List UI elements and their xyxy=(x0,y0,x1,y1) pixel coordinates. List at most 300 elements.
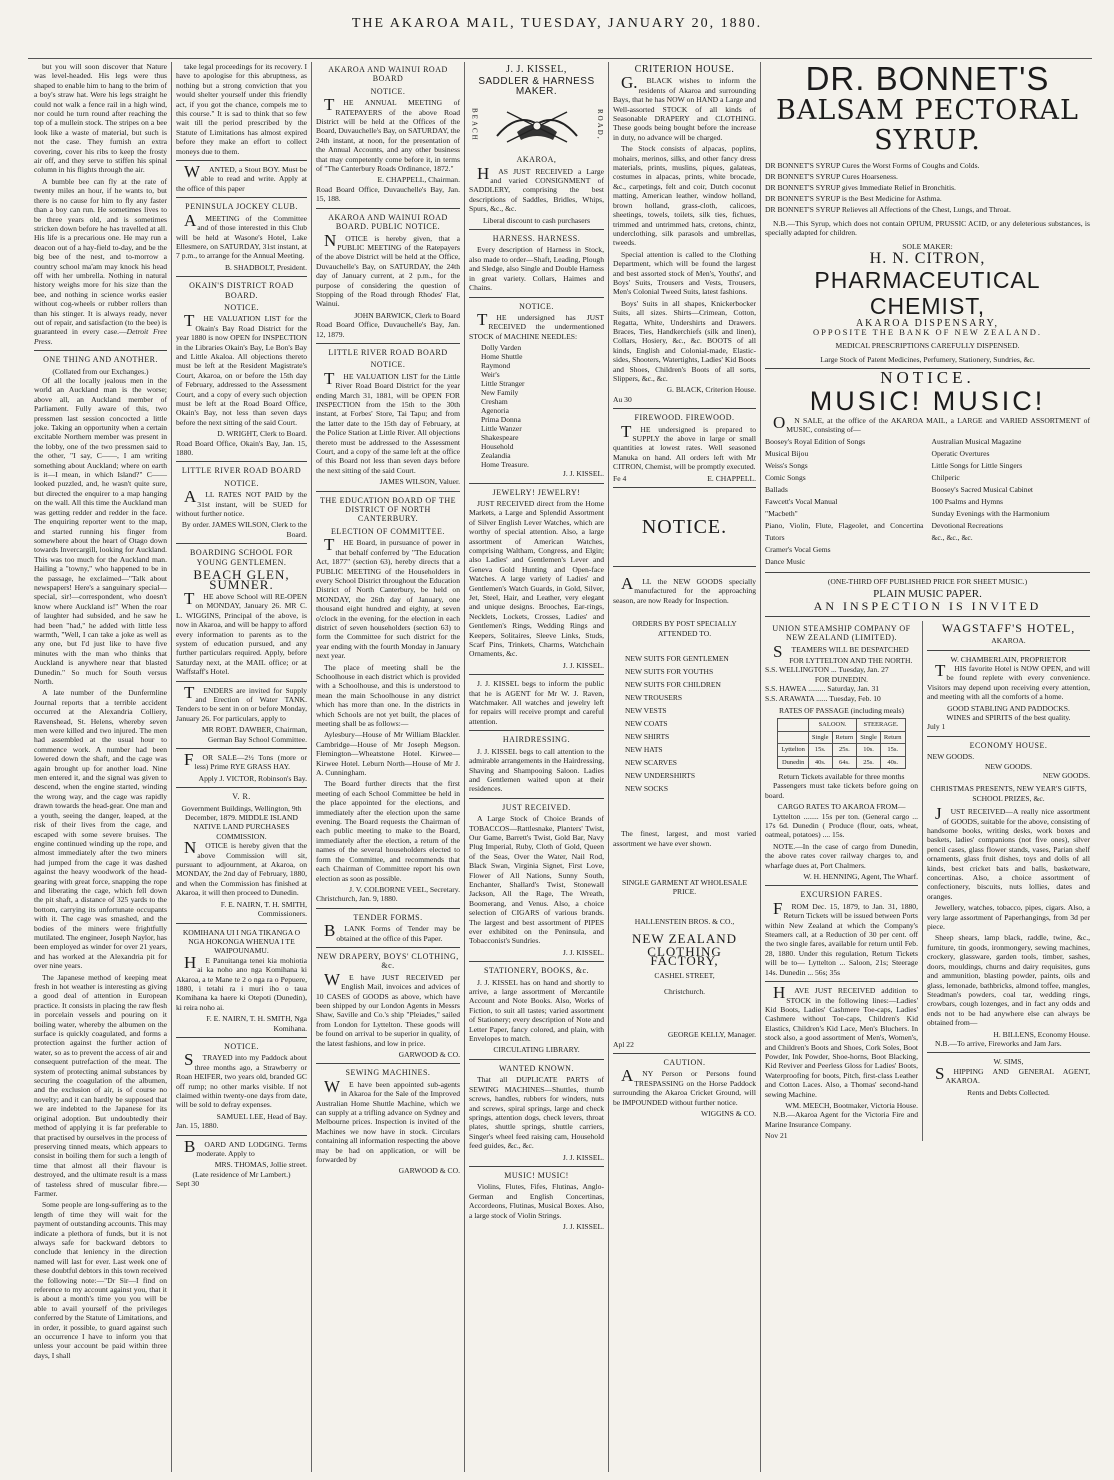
education-notice-p2: The place of meeting shall be the Schoolhouse in each district which is provided with a Schoolhouse, and this is understood to mean the main Schoolhouse in any district which has more than one. In the districts in which Schools are not yet built, the places of meeting shall be as follows:— xyxy=(316,662,460,728)
divider xyxy=(469,674,604,675)
land-commission-notice: NOTICE is hereby given that the above Commission will sit, pursuant to adjournment, at Akaroa, on MONDAY, the 2nd day of February, 1880, and when the Commission has finished at Akaroa, it will then proceed to Dunedin. xyxy=(176,838,307,898)
education-signature: J. V. COLBORNE VEEL, Secretary. xyxy=(349,884,460,894)
fares-sub-cell xyxy=(778,731,808,743)
fares-header-row xyxy=(778,719,905,731)
drapery-signature: GARWOOD & CO. xyxy=(398,1050,460,1059)
auckland-article: Of all the locally jealous men in the world an Auckland man is the worse; above all, an Auckland member of Parliament. Fully aware of this, two pressmen last session concocted a little joke. Taking an opportunity when a certain excitable Northern member was present in the lobby, one of the two pressmen said to the other, "I say, C——, I am writing something about Auckland; where on earth is it—I mean, in which Island?" C——looked puzzled, and, he wasn't quite sure, but directed the enquirer to a map hanging on the wall. All this time the Auckland man was getting redder and redder in the face. The enquiring reporter went to the map, and started running his finger from somewhere about the heart of Otago down towards Invercargill, looking for Auckland. This was too much for the Auckland man. Hailing a "towny," who happened to be in the passage, he exclaimed—"Talk about newspapers! Here's a sanguinary special—special, sir!—correspondent, who doesn't know where Auckland is!" When the roar of laughter had subsided, and he saw he had been "had," he added with little less warmth, "Well, I can take a joke as well as any one, but I'd just like to have five minutes with the man who thinks that Auckland is anywhere near that blasted Dunedin." So much for South versus North. xyxy=(34,376,167,686)
nz-heading: NEW ZEALAND xyxy=(632,931,737,947)
stationery-heading: STATIONERY, BOOKS, &c. xyxy=(483,966,590,976)
new-goods-3: NEW GOODS. xyxy=(1042,770,1090,780)
divider xyxy=(316,947,460,948)
jockey-club-signature: B. SHADBOLT, President. xyxy=(224,262,307,272)
economy-house-heading: ECONOMY HOUSE. xyxy=(969,740,1048,750)
section-note: (Collated from our Exchanges.) xyxy=(52,366,149,376)
header-rule xyxy=(28,58,1092,59)
fares-cell: 10s. xyxy=(857,744,881,756)
bee-article-source: Detroit Free Press. xyxy=(34,327,167,346)
music-list-right xyxy=(932,436,1091,568)
needle-list xyxy=(469,343,604,469)
bonnet-claim: DR BONNET'S SYRUP Cures Hoarseness. xyxy=(765,172,898,181)
bonnet-claim: DR BONNET'S SYRUP gives Immediate Relief in Bronchitis. xyxy=(765,183,956,192)
fares-row xyxy=(778,756,905,768)
divider xyxy=(765,572,1090,573)
needle-list-item: Cresham xyxy=(481,397,508,407)
saddlery-notice: HAS JUST RECEIVED a Large and varied CONSIGNMENT of SADDLERY, comprising the best descriptions of Saddles, Bridles, Whips, Spurs, &c., &c. xyxy=(469,163,604,214)
suits-list-item: NEW SUITS FOR YOUTHS xyxy=(625,667,714,677)
jockey-club-heading: PENINSULA JOCKEY CLUB. xyxy=(185,202,298,212)
suits-list-item: NEW TROUSERS xyxy=(625,693,683,703)
divider xyxy=(469,730,604,731)
fares-sub-cell: Return xyxy=(832,731,857,743)
needles-signature: J. J. KISSEL. xyxy=(562,469,604,479)
fares-header-cell: SALOON. xyxy=(808,719,856,731)
sewing-parts-signature: J. J. KISSEL. xyxy=(562,1152,604,1162)
economy-notice-p2: Jewellery, watches, tobacco, pipes, cigars. Also, a very large assortment of Paperhangings, from 3d per piece. xyxy=(927,903,1090,932)
needle-list-item: Little Wanzer xyxy=(481,424,522,434)
debtors-article-cont: take legal proceedings for its recovery. I have to apologise for this abruptness, as nothing but a strong conviction that you would shelter yourself under this friendly act, if you got the chance, compels me to this course." It is sad to think that so few wait till the period prescribed by the Statute of Limitations has almost expired before they make an effort to collect moneys due to them. xyxy=(176,62,307,156)
music-list-item: Devotional Recreations xyxy=(931,521,1003,531)
stationery-ad: J. J. KISSEL has on hand and shortly to arrive, a large assortment of Mercantile Account and Note Books. Also, Works of Fiction, to suit all tastes; varied assortment of Stationery; every description of Note and Letter Paper, fancy colored, and plain, with Envelopes to match. xyxy=(469,977,604,1044)
wagstaff-town: AKAROA. xyxy=(991,636,1026,646)
divider xyxy=(469,229,604,230)
divider xyxy=(469,798,604,799)
vr-crest: V. R. xyxy=(232,792,251,802)
divider xyxy=(176,543,307,544)
billens-signature: H. BILLENS, Economy House. xyxy=(993,1029,1090,1039)
kissel-town: AKAROA, xyxy=(516,155,557,165)
music-instruments-ad: Violins, Flutes, Fifes, Flutinas, Anglo-German and English Concertinas, Accordeons, Flutinas, Musical Boxes. Also, a large stock of Violin Strings. xyxy=(469,1182,604,1220)
clothing-factory-heading: CLOTHING FACTORY, xyxy=(647,943,722,968)
economy-notice-p1: JUST RECEIVED—A really nice assortment of GOODS, suitable for the above, consisting of handsome books, writing desks, work boxes and baskets, ladies' companions (not five ones), silver pencil cases, glass flower stands, vases, Parian shelf ornaments, glass fruit dishes, toys and dolls of all kinds, best cricket bats and balls, basketware, concertinas. Also, a choice assortment of confectionery, biscuits, nuts lollies, dates and oranges. xyxy=(927,804,1090,901)
music-list-item: "Macbeth" xyxy=(765,509,798,519)
fares-header-cell: STEERAGE. xyxy=(857,719,905,731)
sewing-machines-heading: SEWING MACHINES. xyxy=(345,1068,431,1078)
fares-cell: 25s. xyxy=(857,756,881,768)
saddle-emblem-icon xyxy=(487,102,587,148)
music-list-item: Comic Songs xyxy=(765,473,806,483)
boarding-school-heading: BOARDING SCHOOL FOR YOUNG GENTLEMEN. xyxy=(190,548,293,567)
education-notice-p4: The Board further directs that the first meeting of each School Committee be held in the place appointed for the elections, and immediately after the election upon the same evening. The Board requests the Chairman of each public meeting to make to the Board, immediately after the election, a return of the names of the several householders elected to form the Committee, and recommends that each Chairman of Committee report his own election as soon as possible. xyxy=(316,779,460,883)
ss-arawata: S.S. ARAWATA ...... Tuesday, Feb. 10 xyxy=(765,693,881,703)
wainui-signature: E. CHAPPELL, Chairman. xyxy=(377,175,460,185)
page-columns xyxy=(30,62,1094,1472)
divider xyxy=(176,748,307,749)
wanted-known-heading: WANTED KNOWN. xyxy=(499,1063,574,1073)
colliery-article: A late number of the Dunfermline Journal reports that a terrible accident occurred at the Alexandria Colliery, Ravenshead, St. Helens, whereby seven men were killed and two injured. The men had assembled at the usual hour to commence work. A number had been lowered down the shaft, and the cage was again brought up for another load. Nine men entered it, and the signal was given to descend, when the engine started, winding the wrong way, and the cage was rapidly drawn towards the head-gear. One man and a youth, seeing the danger, leaped, at the risk of their lives from the cage, and escaped with some severe bruises. The engine continued winding up the rope, and almost immediately after the two miners had jumped from the cage it was dashed against the heavy woodwork of the head-gearing with great force, snapping the rope and liberating the cage, which fell down the pit shaft, a distance of 325 yards to the bottom, carrying its unfortunate occupants with it. The cage was smashed, and the bodies of the miners were frightfully mutilated. The engineer, Joseph Naylor, has been employed as winder for over 21 years, and has worked at the Alexandria pit for over nine years. xyxy=(34,688,167,971)
wanted-boy-ad: WANTED, a Stout BOY. Must be able to read and write. Apply at the office of this paper xyxy=(176,162,307,193)
new-goods-2: NEW GOODS. xyxy=(984,761,1033,771)
suits-list-item: NEW SHIRTS xyxy=(625,732,670,742)
fares-cell: 64s. xyxy=(832,756,857,768)
education-notice-p3: Aylesbury—House of Mr William Blackler. Cambridge—House of Mr Joseph Megson. Flemington—Wheatstone Hotel. Kirwee—Kirwee Hotel. Leburn North—House of Mr J. A. Cunningham. xyxy=(316,730,460,778)
firewood-heading: FIREWOOD. FIREWOOD. xyxy=(634,413,735,423)
cargo-note: NOTE.—In the case of cargo from Dunedin, the above rates cover railway charges to, and wharfage dues at, Port Chalmers. xyxy=(765,841,918,870)
harness-heading: HARNESS. HARNESS. xyxy=(492,234,581,244)
meech-date: Nov 21 xyxy=(765,1131,788,1141)
column-2 xyxy=(172,62,312,1472)
beach-glen-title: BEACH GLEN, SUMNER. xyxy=(193,567,290,592)
criterion-notice-p1: G.BLACK wishes to inform the residents of Akaroa and surrounding Bays, that he has NOW on HAND a Large and Well-assorted STOCK of all kinds of Seasonable DRAPERY and CLOTHING. These goods being bought before the increase in duty, no advance will be charged. xyxy=(613,73,756,142)
education-board-heading: THE EDUCATION BOARD OF THE DISTRICT OF NORTH CANTERBURY. xyxy=(320,495,456,524)
divider xyxy=(34,350,167,351)
column-6-left xyxy=(765,621,923,1141)
sole-maker-label: SOLE MAKER: xyxy=(902,241,953,251)
wainui-date: Road Board Office, Duvauchelle's Bay, Jan. 15, 188. xyxy=(316,184,460,204)
needle-list-item: Dolly Varden xyxy=(481,343,522,353)
road-side-label: ROAD, xyxy=(596,109,604,142)
column-5 xyxy=(609,62,761,1472)
balsam-syrup-title: BALSAM PECTORAL SYRUP. xyxy=(776,95,1079,156)
little-river-signature: By order. JAMES WILSON, Clerk to the Board. xyxy=(181,520,307,539)
kissel-name: J. J. KISSEL, xyxy=(506,64,567,75)
bee-article-p2: A bumble bee can fly at the rate of twenty miles an hour, if he wants to, but there is no cause for him to fly any faster than a boy can run. He sometimes lives to be three years old, and is sometimes stricken down before he has travelled at all. His life is a precarious one. He may run a deacon out of a hay-field to-day, and be the big bee of the nest, and to-morrow a country school ma'am may knock his head off with her umbrella. Nothing in natural history weighs more for his size than the bee, and nothing in science works easier without cog-wheels or rubber rollers than than his stinger. It is always ready, never out of repair, and satisfaction (to the bee) is guaranteed in every case.—Detroit Free Press. xyxy=(34,176,167,346)
criterion-notice-p4: Boys' Suits in all shapes, Knickerbocker Suits, all sizes. Shirts—Crimean, Cotton, Regatta, White, Undershirts and Drawers. Braces, Ties, Handkerchiefs (silk and linen), Collars, Hosiery, &c., &c. BOOTS of all kinds, English and Colonial-made, Elastic-sides, Shooters, Watertights, Ladies' Kid Boots and Shoes, Children's Boots of all sorts, Slippers, &c., &c. xyxy=(613,298,756,383)
cash-discount-note: Liberal discount to cash purchasers xyxy=(482,215,591,225)
commission-signature: F. E. NAIRN, T. H. SMITH, Commissioners. xyxy=(220,899,307,919)
masthead xyxy=(0,0,1114,42)
watchmaker-agent-notice: J. J. KISSEL begs to inform the public that he is AGENT for Mr W. J. Raven, Watchmaker. All watches and jewelry left for repairs will receive prompt and careful attention. xyxy=(469,679,604,726)
manager-signature: GEORGE KELLY, Manager. xyxy=(667,1030,756,1040)
christchurch-label: Christchurch. xyxy=(663,986,706,996)
divider xyxy=(316,1063,460,1064)
excursion-fares-heading: EXCURSION FARES. xyxy=(800,890,883,900)
inspection-invited: AN INSPECTION IS INVITED xyxy=(813,599,1042,614)
music-list-item: Cramer's Vocal Gems xyxy=(765,545,831,555)
pharmaceutical-chemist: PHARMACEUTICAL CHEMIST, xyxy=(814,266,1041,319)
one-third-off-note: (ONE-THIRD OFF PUBLISHED PRICE FOR SHEET MUSIC.) xyxy=(827,577,1028,587)
cashel-street: CASHEL STREET, xyxy=(654,971,715,981)
divider xyxy=(613,1053,756,1054)
board-lodging-date: Sept 30 xyxy=(176,1179,199,1189)
column-6-split xyxy=(765,621,1090,1141)
needle-list-item: New Family xyxy=(481,388,519,398)
column-1 xyxy=(30,62,172,1472)
notice-heading: NOTICE. xyxy=(224,478,259,488)
okain-date: Road Board Office, Okain's Bay, Jan. 15, 1880. xyxy=(176,438,307,458)
music-list-item: Boosey's Sacred Musical Cabinet xyxy=(931,485,1034,495)
bonnet-nb: N.B.—This Syrup, which does not contain OPIUM, PRUSSIC ACID, or any deleterious substances, is specially adapted for children. xyxy=(765,219,1090,238)
public-notice-heading: AKAROA AND WAINUI ROAD BOARD. PUBLIC NOTICE. xyxy=(328,212,448,232)
ss-wellington: S.S. WELLINGTON ... Tuesday, Jan. 27 xyxy=(765,665,889,675)
suits-list-item: NEW SOCKS xyxy=(625,784,668,794)
divider xyxy=(316,343,460,344)
ss-hawea: S.S. HAWEA ......... Saturday, Jan. 31 xyxy=(765,684,880,694)
jewelry-ad: JUST RECEIVED direct from the Home Markets, a Large and Splendid Assortment of Silver English Lever Watches, which are worthy of special attention. Also, a large assortment of American Watches, comprising Waltham, Congress, and Elgin; also Ladies' and Gentlemen's Lever and Geneva Gold Hunting and Open-face Watches. A large variety of Ladies' and Gentlemen's Watch Guards, in Gold, Silver, Jet, Steel, Hair, and Leather, very elegant and unique designs. Brooches, Ear-rings, Necklets, Lockets, Crosses, Ladies' and Gentlemen's Rings, Wedding Rings and Keepers, Solitaires, Sleeve Links, Studs, Scarf Pins, Trinkets, Charms, Watchchain Ornaments, &c. xyxy=(469,498,604,659)
column-4 xyxy=(465,62,609,1472)
debtors-article: Some people are long-suffering as to the length of time they will wait for the payment of outstanding accounts. This may indicate a plethora of funds, but it is not always safe for backward debtors to conclude that leniency in the direction named will last for ever. Last week one of these doubtful debtors in this town received the following note:—"Dr Sir—I find on reference to my account against you, that it is about a month's time you you will be able to avail yourself of the privileges conferred by the Statute of Limitations, and in order, it possible, to guard against such an occurrence I have to inform you that unless your account be paid within three days, I shall xyxy=(34,1200,167,1360)
divider xyxy=(176,787,307,788)
divider xyxy=(469,483,604,484)
music-list-item: Little Songs for Little Singers xyxy=(931,461,1023,471)
needle-list-item: Prima Donna xyxy=(481,415,521,425)
bee-article-p1: but you will soon discover that Nature was level-headed. His legs were thus shaped to enable him to hang to the brim of a boy's straw hat. Were his legs straight he could not walk a fence rail in a high wind, nor could he turn round after reaching the top of a mullein stock. The stripes on a bee look like a waste of material, but such is not the case. They furnish an extra covering, cover his ribs to keep the frosty air off, and they serve to stiffen his spinal column in his flights through the air. xyxy=(34,62,167,175)
criterion-heading: CRITERION HOUSE. xyxy=(634,64,735,75)
maori-notice: HE Panuitanga tenei kia mohiotia ai ka noho ano nga Komihana ki Akaroa, a te Mane te 2 o nga ra o Pepuere, 1880, i tetahi ra i muri iho o taua Komihana ka haere ki Otepoti (Dunedin), ki reira noho ai. xyxy=(176,952,307,1012)
patent-medicines-note: Large Stock of Patent Medicines, Perfumery, Stationery, Sundries, &c. xyxy=(820,354,1035,364)
wagstaff-notice: THIS favorite Hotel is NOW OPEN, and will be found replete with every convenience. Visitors may depend upon receiving every attention, and meeting with all the comforts of a home. xyxy=(927,660,1090,702)
tobacco-heading: JUST RECEIVED. xyxy=(502,802,571,812)
notice-heading: NOTICE. xyxy=(224,1041,259,1051)
music-lists xyxy=(765,436,1090,568)
suits-list-item: NEW SUITS FOR CHILDREN xyxy=(625,680,721,690)
divider xyxy=(176,461,307,462)
needle-list-item: Home Shuttle xyxy=(481,352,523,362)
tender-forms-heading: TENDER FORMS. xyxy=(353,912,423,922)
tobacco-ad: A Large Stock of Choice Brands of TOBACCOS—Rattlesnake, Planters' Twist, Our Game, Barrett's Twist, Gold Bar, Navy Plug Imperial, Ruby, Cloth of Gold, Queen of the Seas, Over the Water, Nail Rod, Black Swan, Virginia Signet, First Love, Flower of All Nations, Sunny South, Enchanter, Shallard's Twist, Stonewall Jackson, All the Rage, The Wreath, Boomerang, and Venus. Also, a choice selection of CIGARS of various brands. The largest and best assortment of PIPES ever exhibited on the Peninsula, and Tobacconist's Sundries. xyxy=(469,814,604,946)
music-sale-intro: ON SALE, at the office of the AKAROA MAIL, a LARGE and VARIED ASSORTMENT of MUSIC, consisting of— xyxy=(773,412,1090,435)
fares-cell: 40s. xyxy=(880,756,905,768)
newspaper-title: THE AKAROA MAIL, TUESDAY, JANUARY 20, 1880. xyxy=(351,16,763,31)
for-lyttelton: FOR LYTTELTON AND THE NORTH. xyxy=(789,655,913,665)
music-list-item: Chilperic xyxy=(931,473,960,483)
divider xyxy=(613,566,756,567)
japanese-meat-article: The Japanese method of keeping meat fresh in hot weather is interesting as giving a good deal of attention in European practice. It consists in placing the raw flesh in porcelain vessels and pouring on it boiling water, whereby the albumen on the surface is quickly coagulated, and forms a protection against the further action of water, so as to prevent the access of air and consequent putrefaction of the meat. The system of protecting animal substances by securing the coagulation of the albumen, and the exclusion of air, is of course no novelty; and it can hardly be supposed that we are indebted to the Japanese for its original adoption. But undoubtedly their method of applying it is far preferable to that practised by ourselves in the process of preserving tinned meats, which appears to consist in boiling them for such a length of time that almost all their flavour is destroyed, and the ultimate result is a mass of tasteless shred of muscular fibre.—Farmer. xyxy=(34,972,167,1198)
divider xyxy=(316,908,460,909)
prescriptions-note: MEDICAL PRESCRIPTIONS CAREFULLY DISPENSED. xyxy=(835,341,1020,351)
union-steamship-heading: UNION STEAMSHIP COMPANY OF NEW ZEALAND (LIMITED). xyxy=(772,623,911,643)
board-lodging-note: (Late residence of Mr Lambert.) xyxy=(192,1169,291,1179)
section-heading: ONE THING AND ANOTHER. xyxy=(43,355,158,365)
circulating-library: CIRCULATING LIBRARY. xyxy=(493,1045,580,1055)
boots-stock-ad: HAVE JUST RECEIVED addition to STOCK in the following lines:—Ladies' Kid Boots, Ladies' Cashmere Toe-caps, Ladies' Cashmere without Toe-caps, Children's Kid Elastics, Children's Kid Lace, Men's Bluchers. In stock also, a good assortment of Men's, Women's, and Children's Boots and Shoes, Cork Soles, Boot Powder, Ink Powder, Shoe-horns, Boot Blacking, Kid Reviver and Peerless Gloss for Ladies' Boots, Waterproofing for boots, Pitch, first-class Leather and Cotton Laces. Also, a Thomas' second-hand sewing Machine. xyxy=(765,983,918,1099)
fares-cell: 25s. xyxy=(832,744,857,756)
divider xyxy=(469,1166,604,1167)
meech-nb: N.B.—Akaroa Agent for the Victoria Fire and Marine Insurance Company. xyxy=(765,1110,918,1129)
little-river-rates-notice: ALL RATES NOT PAID by the 31st instant, will be SUED for without further notice. xyxy=(176,487,307,519)
notice-heading: NOTICE. xyxy=(880,368,975,388)
wagstaff-proprietor: W. CHAMBERLAIN, PROPRIETOR xyxy=(950,654,1067,664)
divider xyxy=(927,650,1090,651)
bonnet-claim: DR BONNET'S SYRUP Relieves all Affections of the Chest, Lungs, and Throat. xyxy=(765,205,1011,214)
wagstaff-hotel-heading: WAGSTAFF'S HOTEL, xyxy=(941,620,1076,635)
music-list-item: &c., &c., &c. xyxy=(931,533,973,543)
caution-heading: CAUTION. xyxy=(663,1057,706,1067)
public-notice-signature: JOHN BARWICK, Clerk to Board xyxy=(354,310,460,320)
divider xyxy=(316,491,460,492)
jewelry-heading: JEWELRY! JEWELRY! xyxy=(492,487,581,497)
music-list-item: Boosey's Royal Edition of Songs xyxy=(765,437,866,447)
harness-ad: Every description of Harness in Stock, also made to order—Shaft, Leading, Plough and Sledge, also Single and Double Harness in great variety. Collars, Haimes and Chains. xyxy=(469,245,604,293)
sims-agent: SHIPPING AND GENERAL AGENT, AKAROA. xyxy=(935,1063,1090,1086)
music-list-item: Dance Music xyxy=(765,557,806,567)
fares-cell: Lyttelton xyxy=(778,744,808,756)
criterion-date: Au 30 xyxy=(613,394,632,404)
bonnet-claim: DR BONNET'S SYRUP Cures the Worst Forms of Coughs and Colds. xyxy=(765,161,980,170)
little-river-valuer: JAMES WILSON, Valuer. xyxy=(379,477,460,487)
sewing-parts-ad: That all DUPLICATE PARTS of SEWING MACHINES—Shuttles, thumb screws, handles, rubbers for winders, nuts and screws, spiral springs, large and check springs, attention dogs, check levers, throat plates, shuttle springs, shuttle carriers, Singer's wheel feed raising cam, Household feed guides, &c., &c. xyxy=(469,1075,604,1151)
drapery-heading: NEW DRAPERY, BOYS' CLOTHING, &c. xyxy=(317,951,459,971)
needle-list-item: Zealandia xyxy=(481,451,511,461)
for-dunedin: FOR DUNEDIN. xyxy=(814,674,869,684)
suits-list-item: NEW UNDERSHIRTS xyxy=(625,771,696,781)
divider xyxy=(176,923,307,924)
needle-list-item: Raymond xyxy=(481,361,511,371)
suits-list-item: NEW VESTS xyxy=(625,706,667,716)
music-list-item: Weiss's Songs xyxy=(765,461,808,471)
fares-cell: 40s. xyxy=(808,756,832,768)
steamers-despatched: STEAMERS WILL BE DESPATCHED xyxy=(773,641,909,661)
fares-cell: Dunedin xyxy=(778,756,808,768)
hallenstein-firm: HALLENSTEIN BROS. & CO., xyxy=(634,916,735,926)
bonnet-claim: DR BONNET'S SYRUP is the Best Medicine for Asthma. xyxy=(765,194,942,203)
bonnet-claims-list xyxy=(765,160,1090,215)
tenders-signature: MR ROBT. DAWBER, Chairman, German Bay School Committee. xyxy=(201,725,307,744)
criterion-signature: G. BLACK, Criterion House. xyxy=(666,385,756,395)
return-tickets-note: Return Tickets available for three months xyxy=(778,771,905,781)
divider xyxy=(469,961,604,962)
strayed-signature: SAMUEL LEE, Head of Bay. xyxy=(216,1111,307,1121)
excursion-fares: FROM Dec. 15, 1879, to Jan. 31, 1880, Return Tickets will be issued between Ports within New Zealand at which the Company's Steamers call, at a Reduction of 30 per cent. off the two single fares, available for return until Feb. 28, 1880. Under this regulation, Return Tickets will be to— Lyttelton ... Saloon, 21s; Steerage 14s. Dunedin ... 56s; 35s xyxy=(765,898,918,977)
divider xyxy=(176,1135,307,1136)
music-list-item: Operatic Overtures xyxy=(931,449,990,459)
fares-sub-cell: Single xyxy=(808,731,832,743)
wholesale-price-note: SINGLE GARMENT AT WHOLESALE PRICE. xyxy=(621,877,748,897)
wagstaff-wines: WINES and SPIRITS of the best quality. xyxy=(946,712,1071,722)
board-lodging-signature: MRS. THOMAS, Jollie street. xyxy=(214,1160,307,1170)
needle-list-item: Household xyxy=(481,442,514,452)
education-notice-p1: THE Board, in pursuance of power in that behalf conferred by "The Education Act, 1877" (section 63), hereby directs that a PUBLIC MEETING of the Householders in every School District throughout the Education District of North Canterbury, be held on MONDAY, the 26th day of January, one thousand eight hundred and eighty, at seven o'clock in the evening, for the election in each district of seven householders (section 63) to form the Committee for such district for the year ending with the fourth Monday in January next year. xyxy=(316,535,460,661)
divider xyxy=(176,160,307,161)
meech-signature: WM. MEECH, Bootmaker, Victoria House. xyxy=(785,1100,918,1110)
manager-date: Apl 22 xyxy=(613,1039,634,1049)
economy-notice-p3: Sheep shears, lamp black, raddle, twine, &c., furniture, tin goods, ironmongery, sewing machines, crockery, glassware, garden tools, timber, sashes, doors, mouldings, churns and dairy requisites, guns and ammunition, blasting powder, paints, oils and glass, lemonade, bathbricks, almond toffee, mangles, Steadman's powders, coal tar, wedding rings, crowbars, cough lozenges, and in fact any odds and ends not to be had anywhere else can always be obtained from— xyxy=(927,933,1090,1028)
little-river-heading: LITTLE RIVER ROAD BOARD xyxy=(328,347,448,357)
fares-sub-cell: Single xyxy=(857,731,881,743)
maori-signature: F. E. NAIRN, T. H. SMITH, Nga Komihana. xyxy=(206,1014,307,1033)
firewood-signature: E. CHAPPELL. xyxy=(707,473,756,483)
music-list-item: Musical Bijou xyxy=(765,449,809,459)
suits-list xyxy=(613,652,756,795)
okain-signature: D. WRIGHT, Clerk to Board. xyxy=(217,429,307,439)
rates-heading: RATES OF PASSAGE (including meals) xyxy=(778,705,905,715)
board-lodging-ad: BOARD AND LODGING. Terms moderate. Apply to xyxy=(184,1136,307,1159)
fares-header-cell xyxy=(778,719,808,731)
divider xyxy=(469,1059,604,1060)
column-6 xyxy=(761,62,1094,1472)
wainui-road-board-heading: AKAROA AND WAINUI ROAD BOARD xyxy=(328,65,448,84)
orders-by-post: ORDERS BY POST SPECIALLY ATTENDED TO. xyxy=(632,619,737,638)
new-goods-notice: ALL the NEW GOODS specially manufactured for the approaching season, are now Ready for Inspection. xyxy=(613,574,756,605)
column-6-right xyxy=(923,621,1090,1141)
suits-list-item: NEW HATS xyxy=(625,745,663,755)
boarding-school-notice: THE above School will RE-OPEN on MONDAY, January 26. MR C. L. WIGGINS, Principal of the above, is now in Akaroa, and will be happy to afford every information to parents as to the system of education pursued, and any further particulars required. Apply, before Saturday next, at the MAIL office; or at Waffstaff's Hotel. xyxy=(176,588,307,677)
cargo-rates-heading: CARGO RATES TO AKAROA FROM— xyxy=(777,802,906,812)
needle-list-item: Agenoria xyxy=(481,406,509,416)
drapery-ad: WE have JUST RECEIVED per English Mail, invoices and advices of 10 CASES of GOODS as above, which have been shipped by our London Agents in Messrs Shaw, Saville and Co.'s ship "Pleiades," sailed from London for Lyttelton. These goods will be found on arrival to be superior in quality, of the latest fashions, and low in price. xyxy=(316,969,460,1048)
music-list-item: 100 Psalms and Hymns xyxy=(931,497,1004,507)
notice-heading: NOTICE. xyxy=(519,301,554,311)
music-list-item: Fawcett's Vocal Manual xyxy=(765,497,838,507)
hay-sale-signature: Apply J. VICTOR, Robinson's Bay. xyxy=(198,773,307,783)
caution-notice: ANY Person or Persons found TRESPASSING on the Horse Paddock surrounding the Akaroa Cricket Ground, will be IMPOUNDED without further notice. xyxy=(613,1066,756,1107)
divider xyxy=(765,616,1090,617)
election-heading: ELECTION OF COMMITTEE. xyxy=(331,526,445,536)
criterion-notice-p2: The Stock consists of alpacas, poplins, mohairs, merinos, silks, and other fancy dress materials, prints, muslins, piques, galateas, costumes in alpacas, prints, white brocade, &c., carpetings, felt and coir, Dutch coconut matting, American leather, window holland, brown holland, grass-cloth, calicoes, sheetings, towels, toilets, silk ties, fichues, trimmed and untrimmed hats, cretons, chintz, underclothing, silk parasols and umbrellas, tweeds. xyxy=(613,144,756,248)
govt-buildings-heading: Government Buildings, Wellington, 9th December, 1879. MIDDLE ISLAND NATIVE LAND PURCHASES COMMISSION. xyxy=(181,803,302,841)
jockey-club-notice: AMEETING of the Committee and of those interested in this Club will be held at Wasone's Hotel, Lake Ellesmere, on SATURDAY, 31st instant, at 7 p.m., to arrange for the Annual Meeting. xyxy=(176,210,307,261)
fares-cell: 15s. xyxy=(880,744,905,756)
citron-name: H. N. CITRON, xyxy=(869,250,986,268)
notice-heading: NOTICE. xyxy=(370,360,406,370)
christmas-presents: CHRISTMAS PRESENTS, NEW YEAR'S GIFTS, SCHOOL PRIZES, &c. xyxy=(930,784,1087,803)
suits-list-item: NEW SUITS FOR GENTLEMEN xyxy=(625,654,729,664)
sewing-machines-ad: WE have been appointed sub-agents in Akaroa for the Sale of the Improved Australian Home Shuttle Machine, which we can supply at a trifling advance on Sydney and Melbourne prices. Inspection is invited of the Machines we now have in stock. Circulars containing all information respecting the above may be had on application, or will be forwarded by xyxy=(316,1076,460,1165)
suits-list-item: NEW COATS xyxy=(625,719,668,729)
sewing-signature: GARWOOD & CO. xyxy=(398,1166,460,1176)
music-list-item: Ballads xyxy=(765,485,788,495)
okain-valuation-notice: THE VALUATION LIST for the Okain's Bay Road District for the year 1880 is now OPEN for INSPECTION in the Libraries Okain's Bay, Le Bon's Bay and Little Akaloa. All objections thereto must be left at the Resident Magistrate's Court, Akaroa, on or before the 15th day of February, addressed to the Assessment Court, and a copy of every such objection must be left at the Road Board Office, Okain's Bay, not less than seven days before the next sitting of the said Court. xyxy=(176,311,307,427)
passengers-note: Passengers must take tickets before going on board. xyxy=(765,781,918,800)
sims-heading: W. SIMS, xyxy=(993,1057,1024,1067)
divider xyxy=(176,197,307,198)
divider xyxy=(927,1052,1090,1053)
suits-list-item: NEW SCARVES xyxy=(625,758,677,768)
divider xyxy=(176,681,307,682)
public-meeting-notice: NOTICE is hereby given, that a PUBLIC MEETING of the Ratepayers of the above District will be held at the Office, Duvauchelle's Bay, on SATURDAY, the 24th day of January current, at 2 p.m., for the purpose of considering the question of Stopping of the Road through Rhodes' Flat, Wainui. xyxy=(316,230,460,309)
firewood-date: Fe 4 xyxy=(613,473,627,483)
music-list-item: Australian Musical Magazine xyxy=(931,437,1022,447)
finest-assortment-note: The finest, largest, and most varied assortment we have ever shown. xyxy=(613,829,756,848)
fares-sub-cell: Return xyxy=(880,731,905,743)
divider xyxy=(927,736,1090,737)
strayed-heifer-notice: STRAYED into my Paddock about three months ago, a Strawberry or Roan HEIFER, two years old, branded GC off rump; no other marks visible. If not claimed within twenty-one days from date, will be sold to defray expenses. xyxy=(176,1050,307,1110)
tenders-notice: TENDERS are invited for Supply and Erection of Water TANK. Tenders to be sent in on or before Monday, January 26. For particulars, apply to xyxy=(176,682,307,723)
new-goods-1: NEW GOODS. xyxy=(927,752,975,762)
needle-list-item: Little Stranger xyxy=(481,379,525,389)
jewelry-signature: J. J. KISSEL. xyxy=(562,660,604,670)
column-3 xyxy=(312,62,465,1472)
divider xyxy=(176,276,307,277)
tobacco-signature: J. J. KISSEL. xyxy=(562,947,604,957)
dr-bonnet-title: DR. BONNET'S xyxy=(805,62,1050,97)
firewood-ad: THE undersigned is prepared to SUPPLY the above in large or small quantities at lowest rates. Well seasoned Manuka on hand. All orders left with Mr CITRON, Chemist, will be promptly executed. xyxy=(613,421,756,472)
fares-row xyxy=(778,744,905,756)
henning-signature: W. H. HENNING, Agent, The Wharf. xyxy=(803,872,918,882)
music-list-left xyxy=(765,436,924,568)
criterion-notice-p3: Special attention is called to the Clothing Department, which will be found the largest and best assorted stock of Men's, Youths', and Boys' Suits, Trousers and Vests, Trousers, Men's Colonial Tweed Suits, latest fashions. xyxy=(613,249,756,297)
wagstaff-stabling: GOOD STABLING AND PADDOCKS. xyxy=(947,703,1070,713)
fares-table xyxy=(777,718,905,769)
divider xyxy=(469,297,604,298)
little-river-valuation: THE VALUATION LIST for the Little River Road Board District for the year ending March 31, 1881, will be OPEN FOR INSPECTION from the 15th to the 30th instant, at Forbes' Store, Tai Tapu; and from the latter date to the 15th day of February, at the Police Station at Little River. All objections thereto must be addressed to the Assessment Court, and a copy of the same left at the office of this Board not less than seven days before the next sitting of the said Court. xyxy=(316,368,460,475)
akaroa-dispensary: AKAROA DISPENSARY, xyxy=(855,317,1000,329)
maori-notice-heading: KOMIHANA UI I NGA TIKANGA O NGA HOKONGA WHENUA I TE WAIPOUNAMU. xyxy=(182,927,301,956)
caution-signature: WIGGINS & CO. xyxy=(700,1109,756,1118)
fares-sub-row xyxy=(778,731,905,743)
wainui-annual-meeting: THE ANNUAL MEETING of RATEPAYERS of the above Road District will be held at the Offices of the Board, Duvauchelle's Bay, on SATURDAY, the 24th instant, at noon, for the presentation of the Annual Accounts, and any other business that may competently come before it, in terms of "The Canterbury Roads Ordinance, 1872." xyxy=(316,95,460,174)
music-list-item: Piano, Violin, Flute, Flageolet, and Concertina Tutors xyxy=(765,521,924,543)
education-date: Christchurch, Jan. 9, 1880. xyxy=(316,894,398,904)
divider xyxy=(613,408,756,409)
notice-big-heading: NOTICE. xyxy=(641,516,728,539)
kissel-trade: SADDLER & HARNESS MAKER. xyxy=(478,76,595,97)
divider xyxy=(316,208,460,209)
needle-list-item: Shakespeare xyxy=(481,433,519,443)
needle-list-item: Home Treasure. xyxy=(481,460,529,470)
fares-cell: 15s. xyxy=(808,744,832,756)
hairdressing-heading: HAIRDRESSING. xyxy=(502,735,571,745)
divider xyxy=(765,885,918,886)
opposite-bank: OPPOSITE THE BANK OF NEW ZEALAND. xyxy=(812,327,1043,338)
sims-rents: Rents and Debts Collected. xyxy=(967,1087,1050,1097)
beach-side-label: BEACH xyxy=(470,108,479,143)
music-instruments-heading: MUSIC! MUSIC! xyxy=(504,1170,569,1180)
notice-heading: NOTICE. xyxy=(370,86,406,96)
wagstaff-date: July 1 xyxy=(927,722,946,732)
music-instruments-signature: J. J. KISSEL. xyxy=(562,1221,604,1231)
divider xyxy=(765,981,918,982)
divider xyxy=(613,487,756,488)
